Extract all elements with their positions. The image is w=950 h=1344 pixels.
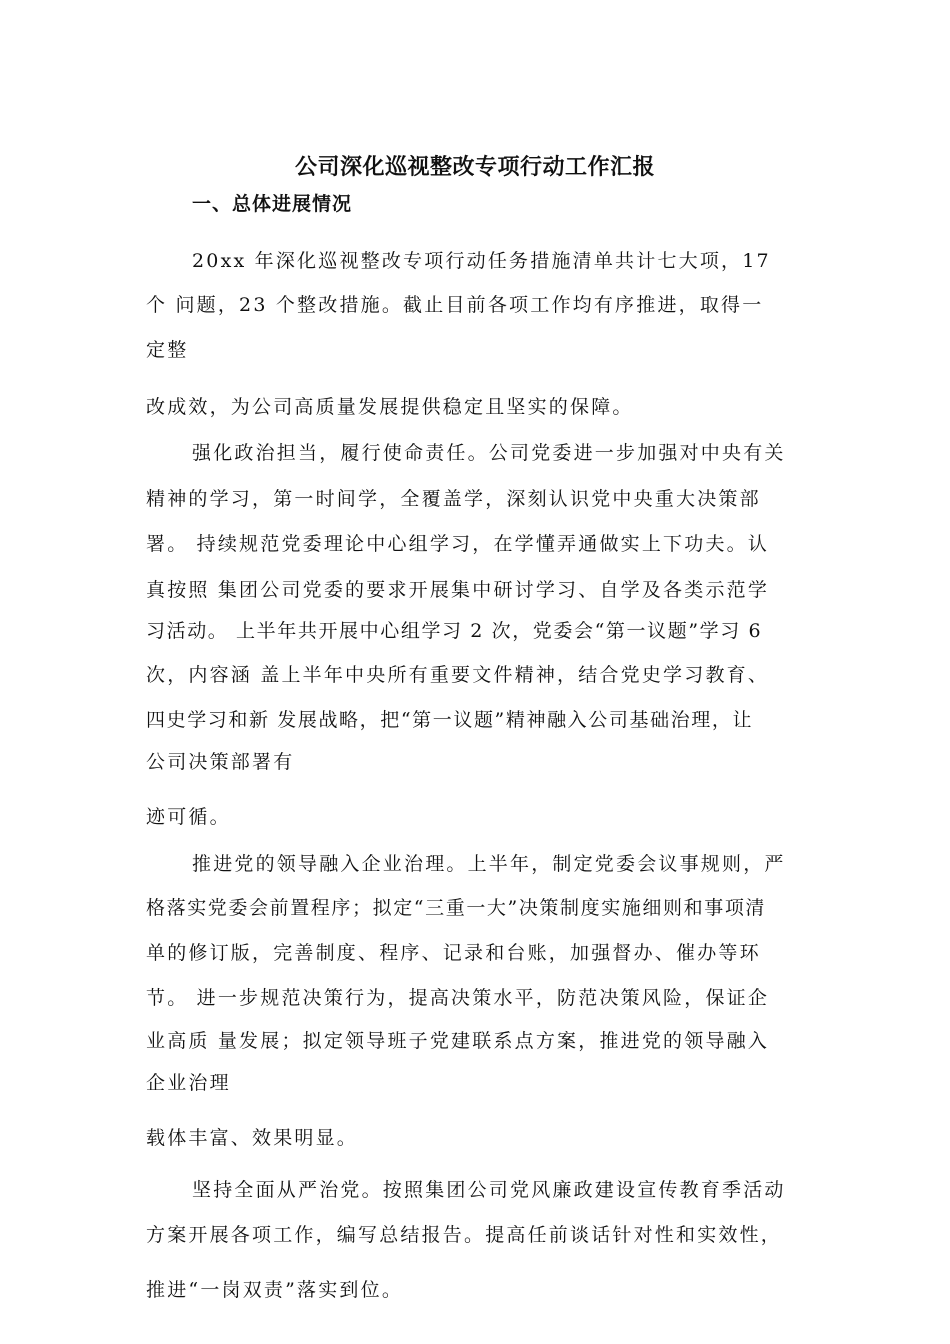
paragraph-line: 定整 — [146, 339, 189, 361]
paragraph-line: 迹可循。 — [146, 806, 231, 828]
paragraph-line: 推进“一岗双责”落实到位。 — [146, 1279, 404, 1301]
paragraph-line: 业高质 量发展；拟定领导班子党建联系点方案，推进党的领导融入 — [146, 1030, 770, 1052]
paragraph-line: 署。 持续规范党委理论中心组学习，在学懂弄通做实上下功夫。认 — [146, 533, 770, 555]
paragraph-line: 载体丰富、效果明显。 — [146, 1127, 359, 1149]
paragraph-line: 坚持全面从严治党。按照集团公司党风廉政建设宣传教育季活动 — [192, 1179, 786, 1201]
paragraph-line: 改成效，为公司高质量发展提供稳定且坚实的保障。 — [146, 396, 634, 418]
paragraph-line: 个 问题，23 个整改措施。截止目前各项工作均有序推进，取得一 — [146, 294, 764, 316]
paragraph-line: 真按照 集团公司党委的要求开展集中研讨学习、自学及各类示范学 — [146, 579, 770, 601]
paragraph-line: 20xx 年深化巡视整改专项行动任务措施清单共计七大项，17 — [192, 250, 771, 272]
paragraph-line: 次，内容涵 盖上半年中央所有重要文件精神，结合党史学习教育、 — [146, 664, 770, 686]
paragraph-line: 习活动。 上半年共开展中心组学习 2 次，党委会“第一议题”学习 6 — [146, 620, 763, 642]
paragraph-line: 单的修订版，完善制度、程序、记录和台账，加强督办、催办等环 — [146, 942, 761, 964]
paragraph-line: 格落实党委会前置程序；拟定“三重一大”决策制度实施细则和事项清 — [146, 897, 767, 919]
paragraph-line: 强化政治担当，履行使命责任。公司党委进一步加强对中央有关 — [192, 442, 786, 464]
paragraph-line: 精神的学习，第一时间学，全覆盖学，深刻认识党中央重大决策部 — [146, 488, 761, 510]
paragraph-line: 节。 进一步规范决策行为，提高决策水平，防范决策风险，保证企 — [146, 987, 770, 1009]
section-heading: 一、总体进展情况 — [192, 193, 353, 215]
paragraph-line: 推进党的领导融入企业治理。上半年，制定党委会议事规则，严 — [192, 853, 786, 875]
document-title: 公司深化巡视整改专项行动工作汇报 — [294, 155, 655, 180]
paragraph-line: 四史学习和新 发展战略，把“第一议题”精神融入公司基础治理，让 — [146, 709, 754, 731]
paragraph-line: 方案开展各项工作，编写总结报告。提高任前谈话针对性和实效性， — [146, 1224, 783, 1246]
paragraph-line: 公司决策部署有 — [146, 751, 295, 773]
paragraph-line: 企业治理 — [146, 1072, 231, 1094]
